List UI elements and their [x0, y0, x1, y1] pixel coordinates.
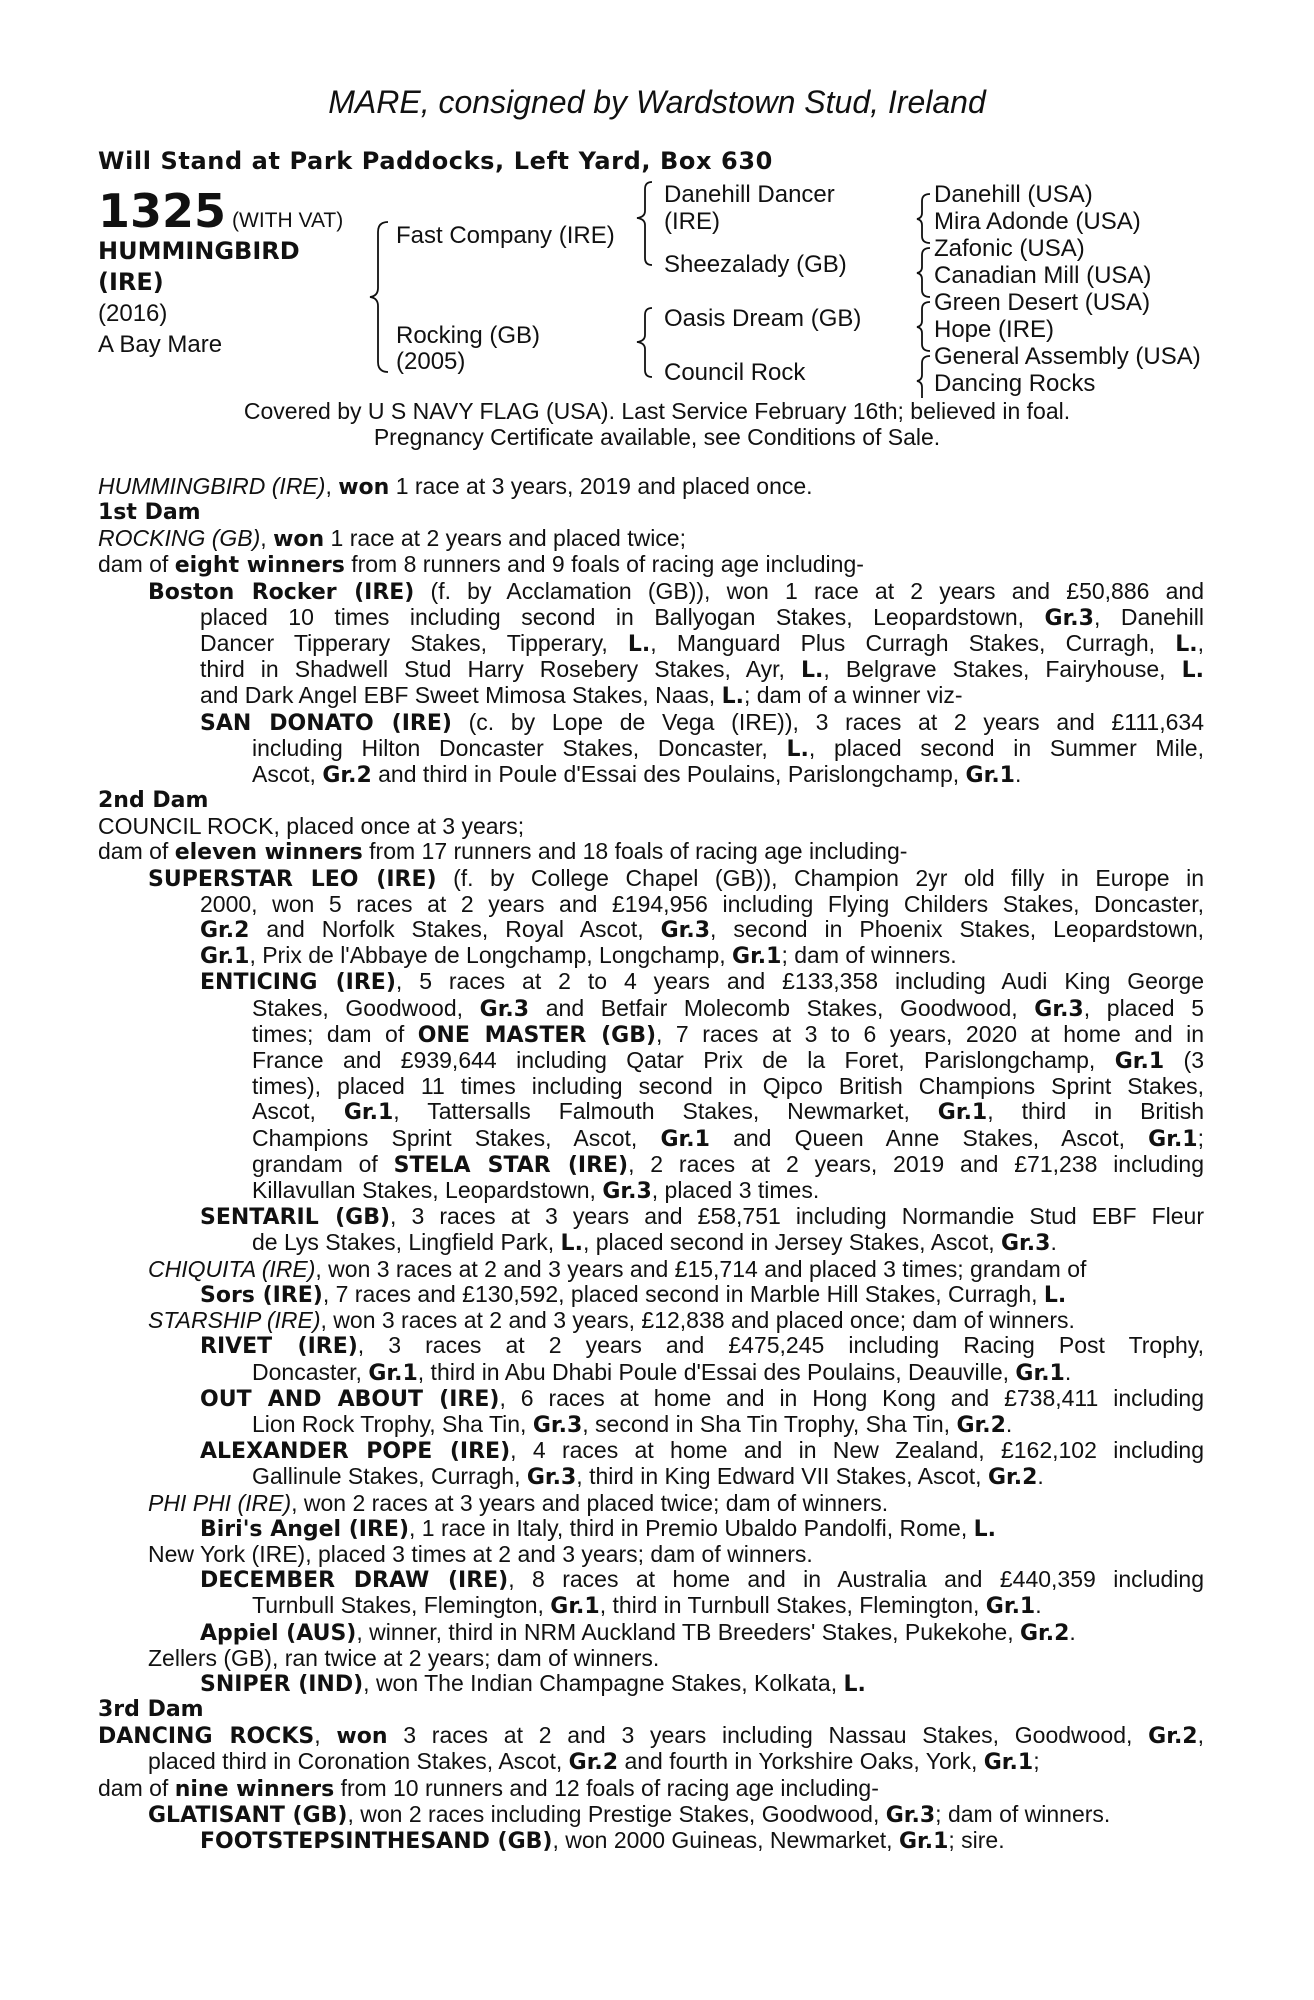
pedigree-ssd: Mira Adonde (USA) — [934, 208, 1141, 235]
vat-note: (WITH VAT) — [232, 209, 344, 232]
entry-horse-name: SNIPER (IND) — [200, 1671, 364, 1697]
brace-gen3-c — [917, 302, 930, 351]
pedigree-ddd: Dancing Rocks — [934, 370, 1096, 397]
third-dam-placings: placed third in Coronation Stakes, Ascot, Gr.2 and fourth in Yorkshire Oaks, York, Gr.1; — [148, 1748, 1040, 1776]
pedigree-dam: Rocking (GB) — [396, 322, 541, 349]
third-dam-produce-line: dam of nine winners from 10 runners and 12 foals of racing age including- — [98, 1774, 879, 1802]
entry-san-donato: SAN DONATO (IRE) (c. by Lope de Vega (IRE)), 3 races at 2 years and £111,634 including Hilton Doncaster Stakes, Doncaster, L., placed second in Summer Mile, Ascot, Gr.2 and third in Poule d'Essai des Poulains, Parislongchamp, Gr.1. — [200, 708, 1204, 789]
brace-gen1 — [370, 222, 388, 372]
first-dam-produce-line: dam of eight winners from 8 runners and 9 foals of racing age including- — [98, 551, 864, 579]
entry-horse-name: ALEXANDER POPE (IRE) — [200, 1439, 511, 1465]
brace-gen2-dam — [637, 308, 652, 377]
pedigree-sire: Fast Company (IRE) — [396, 222, 615, 249]
entry-horse-name: CHIQUITA (IRE) — [148, 1255, 316, 1282]
entry-horse-name: SAN DONATO (IRE) — [200, 710, 452, 736]
horse-description: A Bay Mare — [98, 331, 223, 358]
entry-horse-name: OUT AND ABOUT (IRE) — [200, 1386, 500, 1412]
brace-gen2-sire — [637, 182, 652, 265]
entry-horse-name: PHI PHI (IRE) — [148, 1489, 292, 1516]
entry-horse-name: FOOTSTEPSINTHESAND (GB) — [200, 1828, 553, 1854]
pedigree-dsd: Hope (IRE) — [934, 316, 1055, 343]
entry-footstepsinthesand: FOOTSTEPSINTHESAND (GB), won 2000 Guineas, Newmarket, Gr.1; sire. — [200, 1826, 1005, 1854]
pedigree-dam-year: (2005) — [396, 348, 466, 375]
second-dam-line: COUNCIL ROCK, placed once at 3 years; — [98, 813, 525, 840]
brace-gen3-d — [917, 356, 930, 398]
consignment-heading: MARE, consigned by Wardstown Stud, Ireland — [328, 84, 986, 120]
entry-phi-phi: PHI PHI (IRE), won 2 races at 3 years and placed twice; dam of winners. — [148, 1489, 889, 1516]
pedigree-dss: Green Desert (USA) — [934, 289, 1151, 316]
first-dam-line: ROCKING (GB), won 1 race at 2 years and placed twice; — [98, 525, 686, 553]
entry-appiel: Appiel (AUS), winner, third in NRM Auckland TB Breeders' Stakes, Pukekohe, Gr.2. — [200, 1618, 1076, 1646]
pedigree-sss: Danehill (USA) — [934, 181, 1093, 208]
record-won: won — [338, 475, 390, 500]
entry-boston-rocker: Boston Rocker (IRE) (f. by Acclamation (GB)), won 1 race at 2 years and £50,886 and placed 10 times including second in Ballyogan Stakes, Leopardstown, Gr.3, Danehill Dancer Tipperary Stakes, Tipperary, L., Manguard Plus Curragh Stakes, Curragh, L., third in Shadwell Stud Harry Rosebery Stakes, Ayr, L., Belgrave Stakes, Fairyhouse, L. and Dark Angel EBF Sweet Mimosa Stakes, Naas, L.; dam of a winner viz- — [148, 577, 1204, 710]
pedigree-sire-dam: Sheezalady (GB) — [664, 251, 847, 278]
entry-horse-name: DECEMBER DRAW (IRE) — [200, 1568, 509, 1594]
pedigree-dam-dam: Council Rock — [664, 359, 806, 386]
pedigree-sire-sire: Danehill Dancer — [664, 181, 835, 208]
catalogue-body — [98, 474, 1204, 1854]
covered-line: Covered by U S NAVY FLAG (USA). Last Service February 16th; believed in foal. — [243, 398, 1071, 424]
entry-sniper: SNIPER (IND), won The Indian Champagne Stakes, Kolkata, L. — [200, 1669, 866, 1697]
entry-enticing: ENTICING (IRE), 5 races at 2 to 4 years and £133,358 including Audi King George Stakes, Goodwood, Gr.3 and Betfair Molecomb Stakes, Goodwood, Gr.3, placed 5 times; dam of ONE MASTER (GB), 7 races at 3 to 6 years, 2020 at home and in France and £939,644 including Qatar Prix de la Foret, Parislongchamp, Gr.1 (3 times), placed 11 times including second in Qipco British Champions Sprint Stakes, Ascot, Gr.1, Tattersalls Falmouth Stakes, Newmarket, Gr.1, third in British Champions Sprint Stakes, Ascot, Gr.1 and Queen Anne Stakes, Ascot, Gr.1; grandam of STELA STAR (IRE), 2 races at 2 years, 2019 and £71,238 including Killavullan Stakes, Leopardstown, Gr.3, placed 3 times. — [200, 968, 1205, 1205]
entry-glatisant: GLATISANT (GB), won 2 races including Prestige Stakes, Goodwood, Gr.3; dam of winners. — [148, 1800, 1111, 1828]
entry-horse-name: ENTICING (IRE) — [200, 970, 396, 996]
entry-horse-name: Appiel (AUS) — [200, 1620, 357, 1646]
horse-name-suffix: (IRE) — [98, 268, 164, 296]
entry-december-draw: DECEMBER DRAW (IRE), 8 races at home and in Australia and £440,359 including Turnbull Stakes, Flemington, Gr.1, third in Turnbull Stakes, Flemington, Gr.1. — [200, 1566, 1204, 1620]
entry-horse-name: SUPERSTAR LEO (IRE) — [148, 866, 437, 892]
entry-chiquita: CHIQUITA (IRE), won 3 races at 2 and 3 years and £15,714 and placed 3 times; grandam of Sors (IRE), 7 races and £130,592, placed second in Marble Hill Stakes, Curragh, L. — [148, 1255, 1087, 1308]
foaling-year: (2016) — [98, 300, 168, 327]
brace-gen3-b — [917, 248, 930, 297]
pedigree-sdd: Canadian Mill (USA) — [934, 262, 1152, 289]
entry-horse-name: GLATISANT (GB) — [148, 1802, 348, 1828]
entry-biris-angel: Biri's Angel (IRE), 1 race in Italy, third in Premio Ubaldo Pandolfi, Rome, L. — [200, 1514, 997, 1542]
covered-note — [0, 398, 1314, 450]
second-dam-produce-line: dam of eleven winners from 17 runners and 18 foals of racing age including- — [98, 838, 908, 866]
stabling-location: Will Stand at Park Paddocks, Left Yard, Box 630 — [98, 147, 773, 175]
third-dam-heading: 3rd Dam — [98, 1697, 204, 1723]
brace-gen3-a — [917, 194, 930, 243]
horse-name: HUMMINGBIRD — [98, 237, 300, 265]
pedigree-braces — [0, 0, 1314, 400]
record-horse-name: HUMMINGBIRD (IRE) — [98, 473, 326, 499]
pedigree-sire-sire-suffix: (IRE) — [664, 208, 720, 235]
pedigree-sds: Zafonic (USA) — [934, 235, 1085, 262]
entry-sentaril: SENTARIL (GB), 3 races at 3 years and £58,751 including Normandie Stud EBF Fleur de Lys Stakes, Lingfield Park, L., placed second in Jersey Stakes, Ascot, Gr.3. — [200, 1203, 1204, 1257]
entry-horse-name: STARSHIP (IRE) — [148, 1307, 321, 1334]
third-dam-line: DANCING ROCKS, won 3 races at 2 and 3 years including Nassau Stakes, Goodwood, Gr.2, — [98, 1722, 1204, 1750]
entry-horse-name: RIVET (IRE) — [200, 1334, 358, 1360]
entry-horse-name: Boston Rocker (IRE) — [148, 579, 415, 605]
entry-zellers: Zellers (GB), ran twice at 2 years; dam of winners. — [148, 1644, 660, 1671]
lot-number: 1325 — [98, 184, 227, 238]
entry-alexander-pope: ALEXANDER POPE (IRE), 4 races at home and in New Zealand, £162,102 including Gallinule Stakes, Curragh, Gr.3, third in King Edward VII Stakes, Ascot, Gr.2. — [200, 1437, 1205, 1491]
first-dam-heading: 1st Dam — [98, 500, 201, 526]
pregnancy-line: Pregnancy Certificate available, see Conditions of Sale. — [373, 424, 941, 450]
entry-superstar-leo: SUPERSTAR LEO (IRE) (f. by College Chapel (GB)), Champion 2yr old filly in Europe in 2000, won 5 races at 2 years and £194,956 including Flying Childers Stakes, Doncaster, Gr.2 and Norfolk Stakes, Royal Ascot, Gr.3, second in Phoenix Stakes, Leopardstown, Gr.1, Prix de l'Abbaye de Longchamp, Longchamp, Gr.1; dam of winners. — [148, 864, 1204, 970]
entry-horse-name: SENTARIL (GB) — [200, 1205, 391, 1231]
entry-rivet: RIVET (IRE), 3 races at 2 years and £475,245 including Racing Post Trophy, Doncaster, Gr.1, third in Abu Dhabi Poule d'Essai des Poulains, Deauville, Gr.1. — [200, 1332, 1204, 1386]
entry-new-york: New York (IRE), placed 3 times at 2 and 3 years; dam of winners. — [148, 1540, 813, 1567]
entry-starship: STARSHIP (IRE), won 3 races at 2 and 3 years, £12,838 and placed once; dam of winners. — [148, 1307, 1075, 1334]
entry-out-and-about: OUT AND ABOUT (IRE), 6 races at home and in Hong Kong and £738,411 including Lion Rock Trophy, Sha Tin, Gr.3, second in Sha Tin Trophy, Sha Tin, Gr.2. — [200, 1384, 1204, 1438]
second-dam-heading: 2nd Dam — [98, 788, 209, 814]
entry-horse-name: Biri's Angel (IRE) — [200, 1516, 410, 1542]
pedigree-dam-sire: Oasis Dream (GB) — [664, 305, 862, 332]
pedigree-dds: General Assembly (USA) — [934, 343, 1201, 370]
race-record: HUMMINGBIRD (IRE), won 1 race at 3 years, 2019 and placed once. — [98, 473, 813, 500]
